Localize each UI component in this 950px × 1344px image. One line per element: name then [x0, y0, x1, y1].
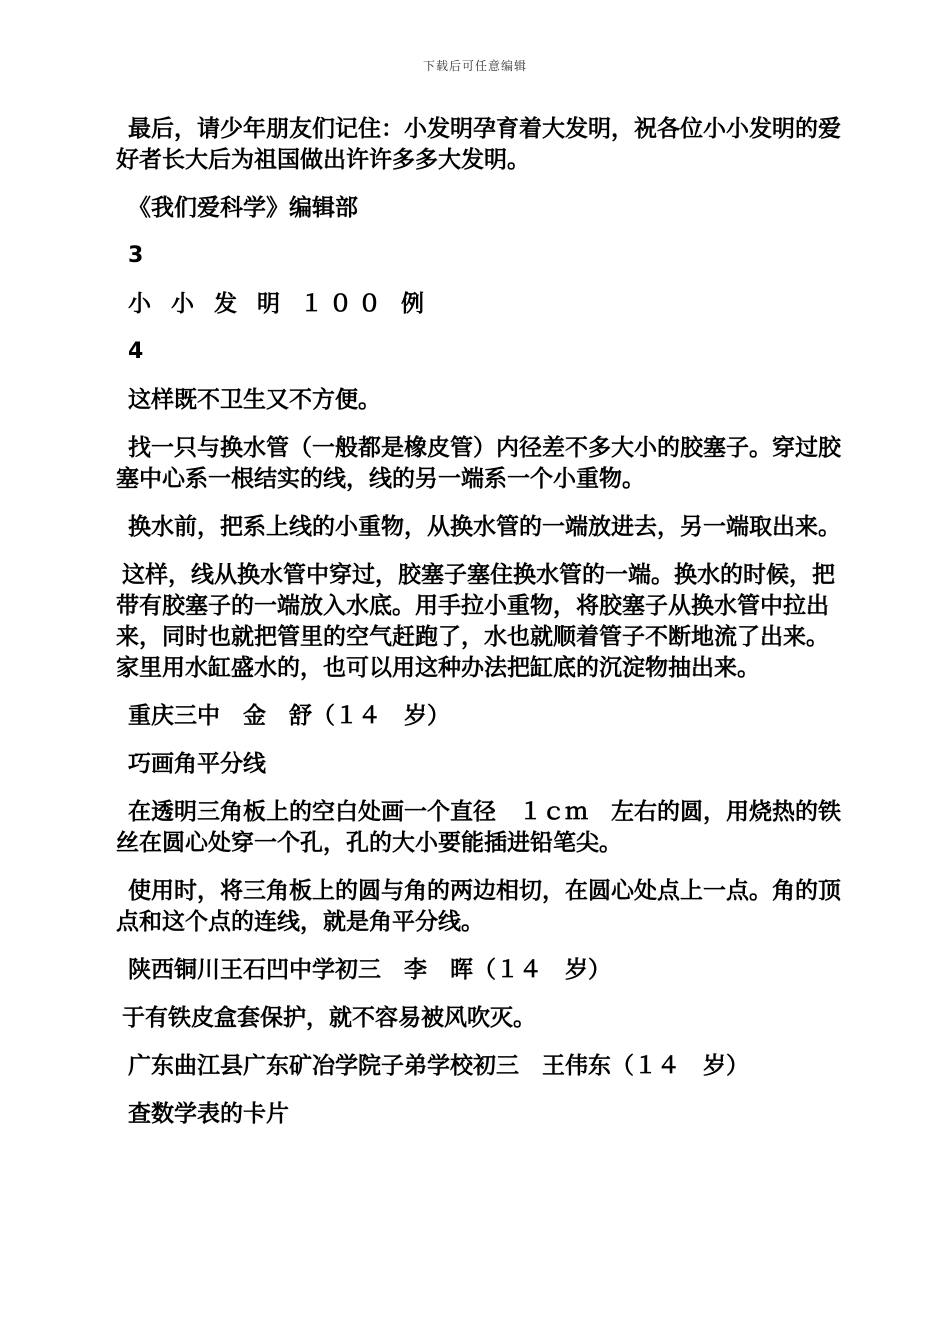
- paragraph: 这样既不卫生又不方便。: [128, 386, 381, 413]
- paragraph-closing: 最后，请少年朋友们记住：小发明孕育着大发明，祝各位小小发明的爱好者长大后为祖国做出许许多多大发明。: [116, 115, 841, 173]
- author-line: 陕西铜川王石凹中学初三 李 晖（１４ 岁）: [128, 956, 611, 983]
- paragraph-editorial: 《我们爱科学》编辑部: [128, 194, 358, 221]
- paragraph: 在透明三角板上的空白处画一个直径 １ｃｍ 左右的圆，用烧热的铁丝在圆心处穿一个孔，孔的大小要能插进铅笔尖。: [116, 798, 841, 856]
- paragraph: 于有铁皮盒套保护，就不容易被风吹灭。: [122, 1004, 536, 1031]
- document-body: [116, 113, 850, 1146]
- author-line: 重庆三中 金 舒（１４ 岁）: [128, 702, 450, 729]
- page-number: 3: [128, 243, 144, 268]
- section-title: 查数学表的卡片: [128, 1100, 289, 1127]
- paragraph: 使用时，将三角板上的圆与角的两边相切，在圆心处点上一点。角的顶点和这个点的连线，就是角平分线。: [116, 877, 841, 935]
- author-line: 广东曲江县广东矿冶学院子弟学校初三 王伟东（１４ 岁）: [128, 1052, 749, 1079]
- page-number: 4: [128, 339, 144, 364]
- paragraph: 找一只与换水管（一般都是橡皮管）内径差不多大小的胶塞子。穿过胶塞中心系一根结实的线，线的另一端系一个小重物。: [116, 434, 841, 492]
- page-header: 下载后可任意编辑: [422, 59, 527, 73]
- section-title: 巧画角平分线: [128, 750, 266, 777]
- paragraph: 换水前，把系上线的小重物，从换水管的一端放进去，另一端取出来。: [128, 513, 841, 540]
- book-title: 小 小 发 明 １００ 例: [128, 290, 431, 317]
- paragraph: 这样，线从换水管中穿过，胶塞子塞住换水管的一端。换水的时候，把带有胶塞子的一端放入水底。用手拉小重物，将胶塞子从换水管中拉出来，同时也就把管里的空气赶跑了，水也就顺着管子不断地流了出来。家里用水缸盛水的，也可以用这种办法把缸底的沉淀物抽出来。: [116, 561, 835, 681]
